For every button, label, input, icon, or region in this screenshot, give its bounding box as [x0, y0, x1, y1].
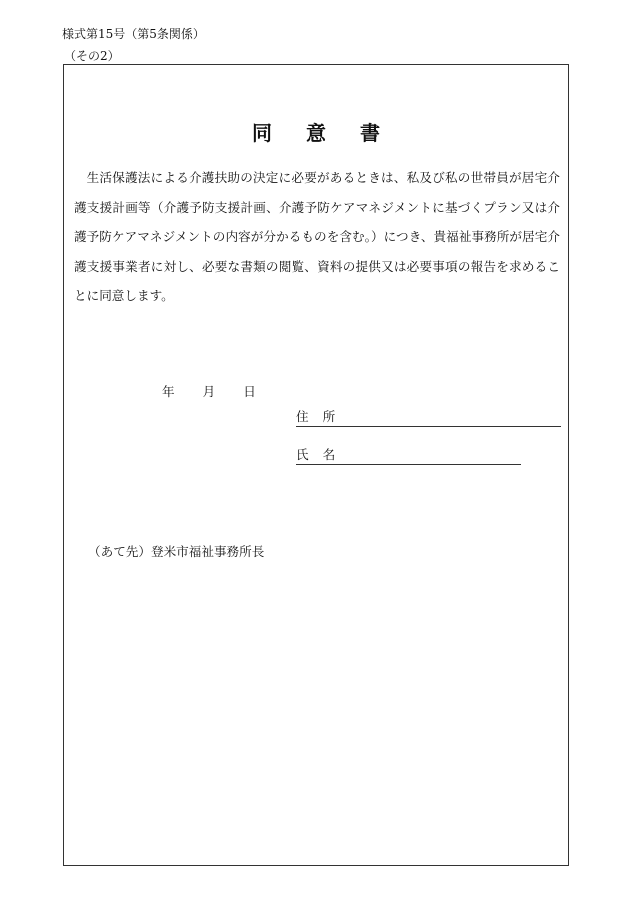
addressee: （あて先）登米市福祉事務所長 [88, 544, 265, 559]
address-label: 住所 [296, 406, 349, 427]
name-field[interactable] [349, 448, 521, 465]
date-year: 年 [162, 384, 175, 399]
form-subnumber: （その2） [64, 49, 120, 63]
form-number: 様式第15号（第5条関係） [62, 27, 205, 41]
address-row [296, 406, 561, 427]
date-line [162, 381, 256, 400]
address-field[interactable] [349, 410, 561, 427]
date-day: 日 [243, 384, 256, 399]
consent-body-text: 生活保護法による介護扶助の決定に必要があるときは、私及び私の世帯員が居宅介護支援計画等（介護予防支援計画、介護予防ケアマネジメントに基づくプラン又は介護予防ケアマネジメントの内容が分かるものを含む。）につき、貴福祉事務所が居宅介護支援事業者に対し、必要な書類の閲覧、資料の提供又は必要事項の報告を求めることに同意します。 [74, 170, 561, 303]
document-frame [63, 64, 569, 866]
name-label: 氏名 [296, 444, 349, 465]
name-row [296, 444, 521, 465]
document-title: 同意書 [252, 121, 414, 145]
date-month: 月 [202, 384, 216, 399]
